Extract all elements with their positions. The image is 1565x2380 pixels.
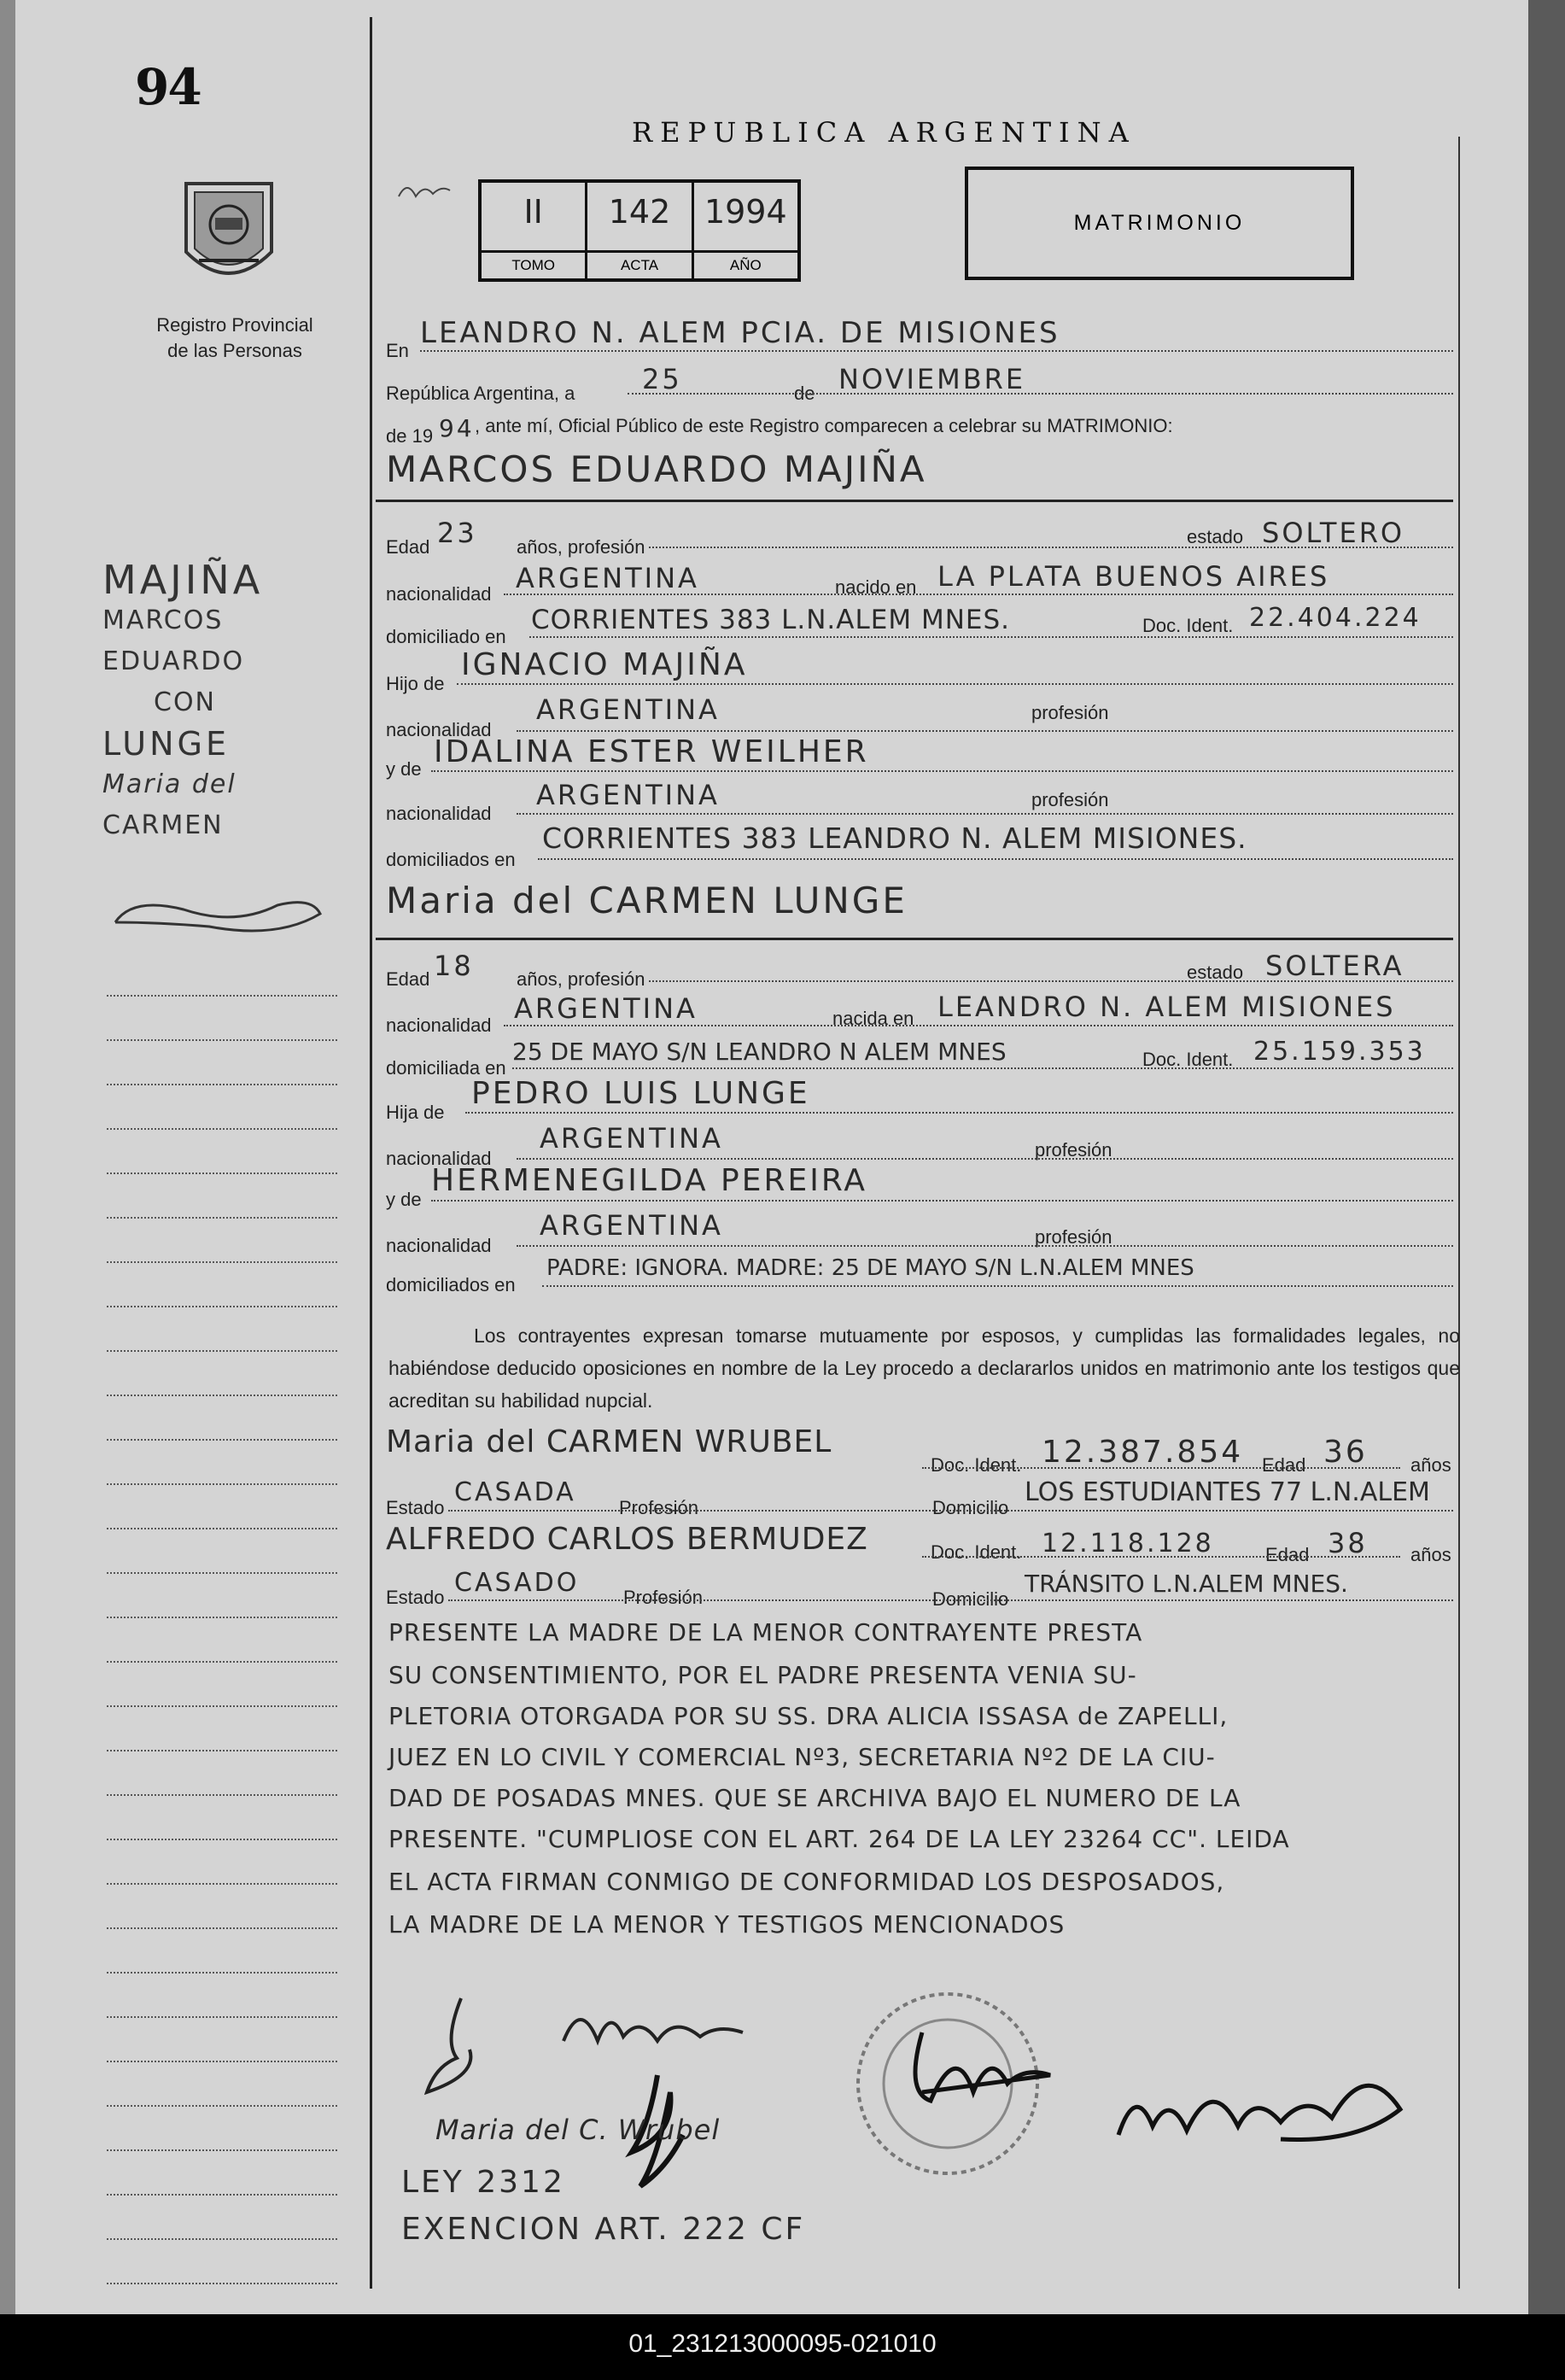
doc-ident-label: Doc. Ident.	[1142, 1049, 1234, 1070]
groom-age: 23	[437, 517, 477, 549]
acta-label: ACTA	[587, 250, 691, 278]
tomo-label: TOMO	[482, 250, 585, 278]
groom-parents-domicilio: CORRIENTES 383 LEANDRO N. ALEM MISIONES.	[542, 822, 1247, 855]
witness1-name: Maria del CARMEN WRUBEL	[386, 1424, 832, 1459]
dotted-line	[628, 393, 1453, 395]
profesion-label: profesión	[1031, 789, 1109, 810]
dotted-line	[457, 683, 1453, 685]
republica-label: República Argentina, a	[386, 383, 575, 404]
year-value: 94	[439, 414, 475, 442]
bride-mother-nacionalidad: ARGENTINA	[540, 1209, 723, 1242]
dotted-line	[512, 1067, 1453, 1069]
y-de-label: y de	[386, 1189, 422, 1210]
witness2-name: ALFREDO CARLOS BERMUDEZ	[386, 1522, 868, 1557]
scan-footer	[0, 2314, 1565, 2380]
registry-line-2: de las Personas	[167, 340, 302, 361]
domicilio-label: Domicilio	[932, 1497, 1009, 1518]
nacionalidad-label: nacionalidad	[386, 803, 492, 824]
anos-profesion-label: años, profesión	[517, 536, 645, 558]
ano-value: 1994	[704, 193, 787, 231]
profesion-label: Profesión	[623, 1587, 703, 1608]
observation-line: PRESENTE LA MADRE DE LA MENOR CONTRAYENTE PRESTA	[388, 1618, 1143, 1646]
day-value: 25	[642, 363, 682, 395]
tomo-value: II	[523, 193, 543, 231]
folio-number: 94	[135, 58, 201, 116]
observation-line: DAD DE POSADAS MNES. QUE SE ARCHIVA BAJO EL NUMERO DE LA	[388, 1784, 1241, 1812]
margin-note-line: CARMEN	[102, 810, 224, 840]
record-number-box	[478, 179, 801, 282]
domiciliados-label: domiciliados en	[386, 849, 516, 870]
witness2-estado: CASADO	[454, 1568, 580, 1598]
witness1-doc: 12.387.854	[1042, 1435, 1244, 1470]
groom-birthplace: LA PLATA BUENOS AIRES	[937, 560, 1330, 593]
registry-name	[128, 313, 342, 364]
observation-line: EL ACTA FIRMAN CONMIGO DE CONFORMIDAD LOS DESPOSADOS,	[388, 1868, 1225, 1896]
de19-label: de 19	[386, 425, 434, 447]
bride-birthplace: LEANDRO N. ALEM MISIONES	[937, 991, 1396, 1023]
observation-line: LA MADRE DE LA MENOR Y TESTIGOS MENCIONADOS	[388, 1910, 1066, 1939]
witness1-domicilio: LOS ESTUDIANTES 77 L.N.ALEM	[1025, 1477, 1430, 1507]
groom-father-nacionalidad: ARGENTINA	[536, 693, 720, 726]
margin-note-line: EDUARDO	[102, 646, 245, 676]
estado-label: estado	[1187, 526, 1244, 547]
exemption-note: EXENCION ART. 222 CF	[401, 2212, 806, 2247]
dotted-line	[517, 1158, 1453, 1160]
groom-mother-nacionalidad: ARGENTINA	[536, 779, 720, 811]
dotted-line	[504, 1025, 1453, 1026]
dotted-line	[529, 636, 1453, 638]
dotted-line	[420, 350, 1453, 352]
groom-name: MARCOS EDUARDO MAJIÑA	[386, 448, 927, 490]
margin-note-line: LUNGE	[102, 725, 230, 763]
registry-line-1: Registro Provincial	[156, 314, 313, 336]
groom-mother: IDALINA ESTER WEILHER	[434, 734, 869, 769]
bride-parents-domicilio: PADRE: IGNORA. MADRE: 25 DE MAYO S/N L.N.ALEM MNES	[546, 1255, 1194, 1281]
bride-doc: 25.159.353	[1253, 1037, 1426, 1067]
section-divider	[376, 938, 1453, 940]
bride-name: Maria del CARMEN LUNGE	[386, 880, 908, 921]
scan-id: 01_231213000095-021010	[628, 2330, 937, 2358]
right-border	[1458, 137, 1460, 2289]
intro-rest: , ante mí, Oficial Público de este Registro comparecen a celebrar su MATRIMONIO:	[475, 415, 1173, 436]
domiciliado-label: domiciliado en	[386, 626, 506, 647]
dotted-line	[465, 1112, 1453, 1114]
bride-mother: HERMENEGILDA PEREIRA	[431, 1163, 868, 1198]
dotted-line	[448, 1599, 1453, 1601]
groom-father: IGNACIO MAJIÑA	[461, 647, 748, 682]
bride-domicilio: 25 DE MAYO S/N LEANDRO N ALEM MNES	[512, 1038, 1007, 1066]
edad-label: Edad	[386, 968, 430, 990]
witness1-age: 36	[1323, 1435, 1368, 1470]
witness1-estado: CASADA	[454, 1477, 576, 1507]
doc-ident-label: Doc. Ident.	[931, 1541, 1022, 1563]
anos-profesion-label: años, profesión	[517, 968, 645, 990]
declaration-text: Los contrayentes expresan tomarse mutuamente por esposos, y cumplidas las formalidades legales, no habiéndose deducido oposiciones en nombre de la Ley procedo a declararlos unidos en matrimonio ante los testigos que acreditan su habilidad nupcial.	[388, 1324, 1460, 1412]
y-de-label: y de	[386, 758, 422, 780]
dotted-line	[649, 980, 1453, 982]
dotted-line	[517, 1245, 1453, 1247]
bride-estado: SOLTERA	[1265, 950, 1404, 982]
nacionalidad-label: nacionalidad	[386, 1148, 492, 1169]
record-type-box: MATRIMONIO	[965, 167, 1354, 280]
hija-de-label: Hija de	[386, 1102, 445, 1123]
margin-ruled-lines	[107, 952, 337, 2284]
margin-note-line: MAJIÑA	[102, 557, 264, 603]
observation-line: SU CONSENTIMIENTO, POR EL PADRE PRESENTA VENIA SU-	[388, 1661, 1137, 1689]
witness1-signature: Maria del C. Wrubel	[435, 2114, 721, 2146]
dotted-line	[542, 1285, 1453, 1287]
initials-mark-icon	[394, 175, 454, 209]
groom-estado: SOLTERO	[1262, 517, 1405, 549]
dotted-line	[517, 730, 1453, 732]
hijo-de-label: Hijo de	[386, 673, 445, 694]
left-margin	[0, 0, 371, 2314]
domicilio-label: Domicilio	[932, 1588, 1009, 1610]
margin-flourish-icon	[107, 892, 329, 944]
nacido-label: nacido en	[835, 576, 917, 598]
nacida-label: nacida en	[832, 1008, 914, 1029]
bride-father-nacionalidad: ARGENTINA	[540, 1122, 723, 1155]
estado-label: Estado	[386, 1587, 445, 1608]
dotted-line	[504, 594, 1453, 595]
dotted-line	[431, 1200, 1453, 1202]
witness2-age: 38	[1328, 1527, 1368, 1559]
law-note: LEY 2312	[401, 2165, 565, 2200]
dotted-line	[922, 1467, 1400, 1469]
bride-nacionalidad: ARGENTINA	[514, 992, 698, 1025]
place-value: LEANDRO N. ALEM PCIA. DE MISIONES	[420, 316, 1060, 350]
domiciliada-label: domiciliada en	[386, 1057, 506, 1079]
nacionalidad-label: nacionalidad	[386, 719, 492, 740]
anos-label: años	[1410, 1454, 1451, 1476]
dotted-line	[538, 858, 1453, 860]
dotted-line	[431, 770, 1453, 772]
section-divider	[376, 500, 1453, 502]
profesion-label: profesión	[1031, 702, 1109, 723]
margin-divider	[370, 17, 372, 2289]
doc-ident-label: Doc. Ident.	[931, 1454, 1022, 1476]
profesion-label: profesión	[1035, 1226, 1112, 1248]
edad-label: Edad	[1262, 1454, 1306, 1476]
margin-note	[102, 559, 324, 846]
margin-note-line: MARCOS	[102, 605, 224, 635]
groom-nacionalidad: ARGENTINA	[516, 562, 699, 594]
nacionalidad-label: nacionalidad	[386, 1015, 492, 1036]
estado-label: estado	[1187, 962, 1244, 983]
ano-label: AÑO	[694, 250, 797, 278]
nacionalidad-label: nacionalidad	[386, 1235, 492, 1256]
nacionalidad-label: nacionalidad	[386, 583, 492, 605]
acta-value: 142	[608, 193, 671, 231]
domiciliados-label: domiciliados en	[386, 1274, 516, 1295]
observation-line: PRESENTE. "CUMPLIOSE CON EL ART. 264 DE LA LEY 23264 CC". LEIDA	[388, 1825, 1290, 1853]
country-title: REPUBLICA ARGENTINA	[632, 116, 1136, 149]
witness2-doc: 12.118.128	[1042, 1529, 1214, 1558]
edad-label: Edad	[386, 536, 430, 558]
dotted-line	[448, 1510, 1453, 1512]
en-label: En	[386, 340, 409, 361]
margin-note-line: CON	[154, 687, 217, 717]
groom-doc: 22.404.224	[1249, 603, 1422, 633]
dotted-line	[649, 547, 1453, 548]
observation-line: JUEZ EN LO CIVIL Y COMERCIAL Nº3, SECRETARIA Nº2 DE LA CIU-	[388, 1743, 1216, 1771]
bride-father: PEDRO LUIS LUNGE	[471, 1076, 810, 1111]
anos-label: años	[1410, 1544, 1451, 1565]
bride-age: 18	[434, 950, 474, 982]
estado-label: Estado	[386, 1497, 445, 1518]
provincial-seal-icon	[178, 175, 280, 295]
observation-line: PLETORIA OTORGADA POR SU SS. DRA ALICIA ISSASA de ZAPELLI,	[388, 1702, 1229, 1730]
doc-ident-label: Doc. Ident.	[1142, 615, 1234, 636]
witness2-domicilio: TRÁNSITO L.N.ALEM MNES.	[1025, 1570, 1348, 1598]
de-label: de	[794, 383, 815, 404]
margin-note-line: Maria del	[102, 769, 237, 799]
profesion-label: Profesión	[619, 1497, 698, 1518]
dotted-line	[922, 1556, 1400, 1558]
profesion-label: profesión	[1035, 1139, 1112, 1161]
month-value: NOVIEMBRE	[838, 363, 1026, 395]
groom-domicilio: CORRIENTES 383 L.N.ALEM MNES.	[531, 605, 1011, 635]
dotted-line	[517, 813, 1453, 815]
edad-label: Edad	[1265, 1544, 1310, 1565]
